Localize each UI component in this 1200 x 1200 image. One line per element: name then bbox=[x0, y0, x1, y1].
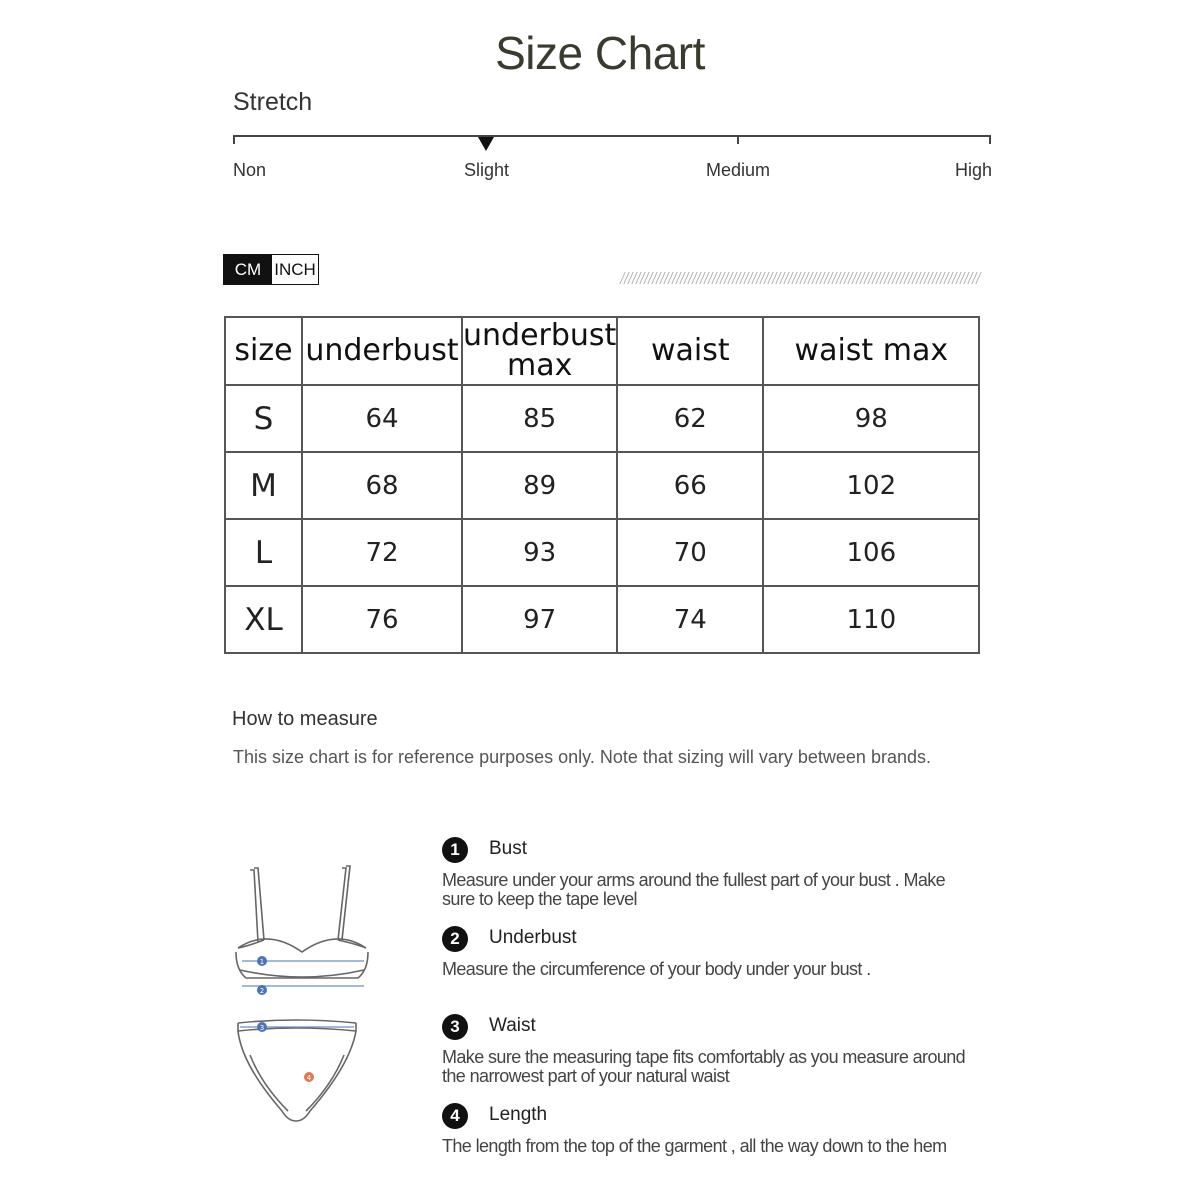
size-cell: XL bbox=[225, 586, 302, 653]
table-cell: 66 bbox=[617, 452, 763, 519]
table-row bbox=[225, 452, 979, 519]
table-cell: 68 bbox=[302, 452, 462, 519]
measure-desc: Make sure the measuring tape fits comfortably as you measure around the narrowest part of your natural waist bbox=[442, 1047, 966, 1086]
table-row bbox=[225, 519, 979, 586]
measure-desc: The length from the top of the garment , all the way down to the hem bbox=[442, 1136, 947, 1156]
panty-diagram-icon bbox=[232, 1015, 362, 1130]
stretch-label-medium: Medium bbox=[706, 160, 771, 180]
table-cell: 98 bbox=[763, 385, 979, 452]
table-cell: 64 bbox=[302, 385, 462, 452]
header-size: size bbox=[225, 317, 302, 385]
table-cell: 74 bbox=[617, 586, 763, 653]
size-cell: S bbox=[225, 385, 302, 452]
panty-point-3: 3 bbox=[259, 1024, 265, 1032]
table-cell: 85 bbox=[462, 385, 617, 452]
panty-point-4: 4 bbox=[306, 1074, 312, 1082]
table-cell: 76 bbox=[302, 586, 462, 653]
bra-point-1: 1 bbox=[259, 958, 265, 966]
measure-desc: Measure under your arms around the fullest part of your bust . Make sure to keep the tape level bbox=[442, 870, 946, 909]
header-waist-max: waist max bbox=[763, 317, 979, 385]
stretch-label-slight: Slight bbox=[464, 160, 510, 180]
unit-inch-button[interactable]: INCH bbox=[272, 255, 318, 284]
stretch-label-non: Non bbox=[233, 160, 267, 180]
stretch-heading: Stretch bbox=[233, 88, 313, 116]
bra-point-2: 2 bbox=[259, 987, 265, 995]
stretch-scale-line bbox=[233, 135, 991, 137]
measure-title: Length bbox=[489, 1104, 548, 1125]
number-badge-icon: 4 bbox=[442, 1103, 468, 1129]
stretch-tick bbox=[233, 135, 235, 144]
table-row bbox=[225, 385, 979, 452]
stretch-tick bbox=[989, 135, 991, 144]
decorative-hatch bbox=[619, 272, 983, 284]
table-cell: 97 bbox=[462, 586, 617, 653]
measure-title: Waist bbox=[489, 1015, 536, 1036]
header-underbust-max: underbust max bbox=[463, 318, 617, 383]
stretch-marker-icon bbox=[478, 137, 494, 151]
header-waist: waist bbox=[617, 317, 763, 385]
how-to-measure-heading: How to measure bbox=[232, 708, 378, 730]
size-cell: L bbox=[225, 519, 302, 586]
unit-toggle bbox=[223, 254, 319, 285]
table-cell: 89 bbox=[462, 452, 617, 519]
measure-desc: Measure the circumference of your body under your bust . bbox=[442, 959, 871, 979]
table-header-row bbox=[225, 317, 979, 385]
number-badge-icon: 2 bbox=[442, 926, 468, 952]
table-cell: 102 bbox=[763, 452, 979, 519]
table-cell: 70 bbox=[617, 519, 763, 586]
table-row bbox=[225, 586, 979, 653]
stretch-label-high: High bbox=[955, 160, 993, 180]
bra-diagram-icon bbox=[228, 860, 378, 1000]
number-badge-icon: 1 bbox=[442, 837, 468, 863]
stretch-tick bbox=[737, 135, 739, 144]
unit-cm-button[interactable]: CM bbox=[224, 255, 272, 284]
table-cell: 106 bbox=[763, 519, 979, 586]
table-cell: 72 bbox=[302, 519, 462, 586]
table-cell: 110 bbox=[763, 586, 979, 653]
size-table bbox=[224, 316, 980, 654]
reference-note: This size chart is for reference purposes only. Note that sizing will vary between brands. bbox=[233, 747, 931, 767]
page-title: Size Chart bbox=[495, 27, 705, 79]
table-cell: 62 bbox=[617, 385, 763, 452]
table-cell: 93 bbox=[462, 519, 617, 586]
number-badge-icon: 3 bbox=[442, 1014, 468, 1040]
header-underbust: underbust bbox=[302, 317, 462, 385]
size-cell: M bbox=[225, 452, 302, 519]
measure-title: Bust bbox=[489, 838, 528, 859]
measure-title: Underbust bbox=[489, 927, 577, 948]
